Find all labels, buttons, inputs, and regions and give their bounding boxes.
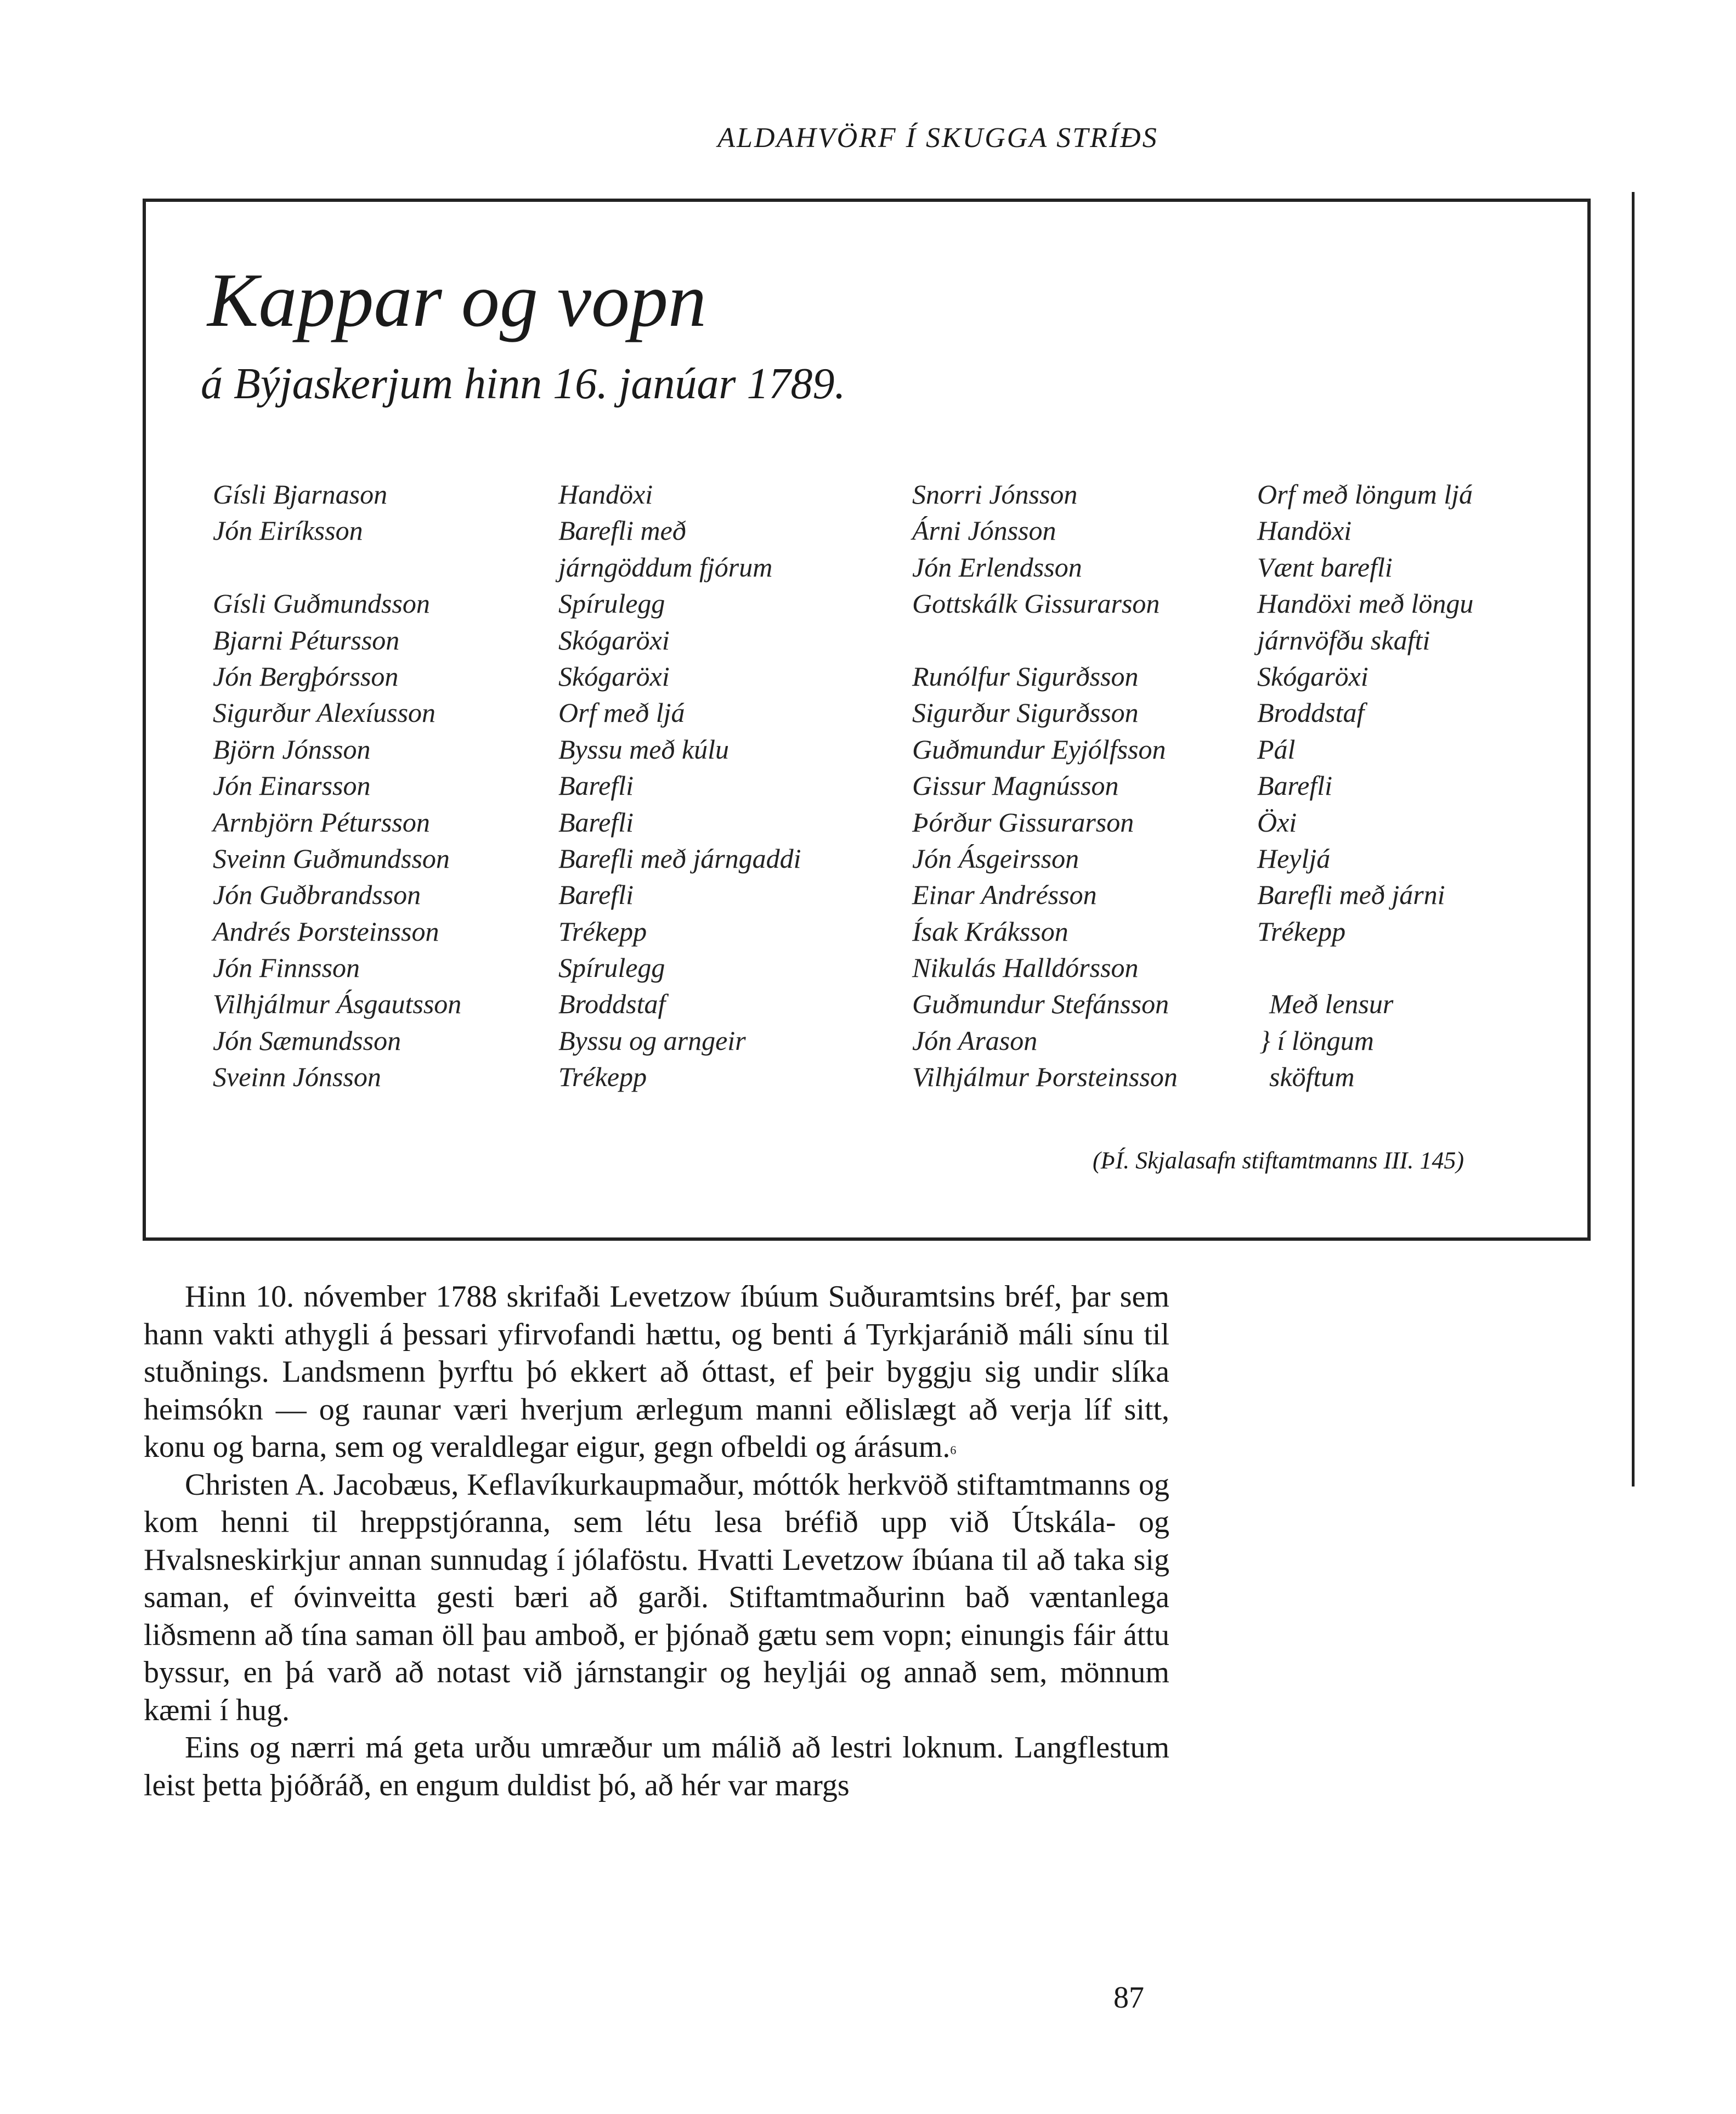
left-name-item: Jón Bergþórsson — [213, 660, 399, 692]
paragraph: Christen A. Jacobæus, Keflavíkurkaupmaður, móttók herkvöð stiftamtmanns og kom henni til hreppstjóranna, sem létu lesa bréfið upp við Útskála- og Hvalsneskirkjur annan sunnudag í jólaföstu. Hvatti Levetzow íbúana til að taka sig saman, ef óvinveitta gesti bæri að garði. Stiftamtmaðurinn bað væntanlega liðsmenn að tína saman öll þau amboð, er þjónað gætu sem vopn; einungis fáir áttu byssur, en þá varð að notast við járnstangir og heyljái og annað sem, mönnum kæmi í hug. — [144, 1467, 1169, 1727]
right-weapon-item: Handöxi með löngu — [1257, 588, 1474, 619]
sidebar-box — [143, 199, 1591, 1241]
left-names-column — [213, 476, 461, 1095]
left-name-item: Gísli Guðmundsson — [213, 588, 430, 619]
right-weapon-item: Barefli með járni — [1257, 879, 1445, 911]
right-weapon-item: járnvöfðu skafti — [1257, 624, 1430, 655]
left-name-item: Jón Sæmundsson — [213, 1025, 402, 1056]
right-weapon-item: Handöxi — [1257, 515, 1352, 546]
page-number: 87 — [1113, 1981, 1144, 2015]
paragraph: Eins og nærri má geta urðu umræður um málið að lestri loknum. Langflestum leist þetta þjóðráð, en engum duldist þó, að hér var margs — [144, 1731, 1169, 1802]
left-name-item: Sveinn Jónsson — [213, 1061, 381, 1093]
left-name-item: Jón Finnsson — [213, 952, 360, 983]
left-weapon-item: Trékepp — [558, 915, 647, 947]
right-name-item: Nikulás Halldórsson — [912, 952, 1139, 983]
left-weapon-item: Handöxi — [558, 479, 653, 510]
left-weapon-item: Spírulegg — [558, 588, 665, 619]
margin-rule — [1632, 192, 1635, 1486]
left-name-item: Bjarni Pétursson — [213, 624, 400, 655]
right-weapon-item: } í löngum — [1259, 1025, 1374, 1056]
right-names-column — [912, 476, 1178, 1095]
left-weapon-item: Barefli — [558, 770, 634, 801]
left-weapon-item: Skógaröxi — [558, 660, 670, 692]
left-weapon-item: Barefli með járngaddi — [558, 843, 801, 874]
left-weapon-item: Spírulegg — [558, 952, 665, 983]
right-name-item: Jón Erlendsson — [912, 551, 1082, 583]
right-name-item: Sigurður Sigurðsson — [912, 697, 1139, 728]
right-name-item: Jón Ásgeirsson — [912, 843, 1079, 874]
left-name-item: Arnbjörn Pétursson — [213, 806, 430, 838]
left-name-item: Jón Guðbrandsson — [213, 879, 421, 911]
right-name-item: Ísak Kráksson — [912, 915, 1068, 947]
left-weapon-item: Barefli — [558, 879, 634, 911]
left-weapon-item: járngöddum fjórum — [558, 551, 773, 583]
left-weapons-column — [558, 476, 801, 1095]
right-weapon-item: Öxi — [1257, 806, 1297, 838]
running-header: ALDAHVÖRF Í SKUGGA STRÍÐS — [717, 122, 1158, 154]
left-weapon-item: Orf með ljá — [558, 697, 685, 728]
right-name-item: Einar Andrésson — [912, 879, 1097, 911]
right-name-item: Guðmundur Stefánsson — [912, 988, 1169, 1020]
right-weapon-item — [1257, 949, 1473, 986]
right-weapon-item: Heyljá — [1257, 843, 1331, 874]
right-name-item: Gissur Magnússon — [912, 770, 1119, 801]
left-name-item: Jón Einarsson — [213, 770, 371, 801]
left-weapon-item: Skógaröxi — [558, 624, 670, 655]
box-title: Kappar og vopn — [207, 258, 706, 343]
right-weapon-item: Trékepp — [1257, 915, 1346, 947]
right-name-item: Þórður Gissurarson — [912, 806, 1134, 838]
box-subtitle: á Býjaskerjum hinn 16. janúar 1789. — [201, 360, 846, 408]
left-name-item: Jón Eiríksson — [213, 515, 363, 546]
right-weapon-item: Barefli — [1257, 770, 1333, 801]
right-name-item: Jón Arason — [912, 1025, 1038, 1056]
source-citation: (ÞÍ. Skjalasafn stiftamtmanns III. 145) — [1092, 1147, 1464, 1174]
left-name-item: Sveinn Guðmundsson — [213, 843, 450, 874]
left-weapon-item: Byssu og arngeir — [558, 1025, 746, 1056]
paragraph — [144, 1278, 1169, 1466]
right-weapon-item: Broddstaf — [1257, 697, 1365, 728]
right-weapon-item: sköftum — [1269, 1061, 1355, 1093]
left-name-item: Gísli Bjarnason — [213, 479, 388, 510]
left-weapon-item: Broddstaf — [558, 988, 666, 1020]
paragraph-text: Hinn 10. nóvember 1788 skrifaði Levetzow íbúum Suðuramtsins bréf, þar sem hann vakti athygli á þessari yfirvofandi hættu, og benti á Tyrkjaránið máli sínu til stuðnings. Landsmenn þyrftu þó ekkert að óttast, ef þeir byggju sig undir slíka heimsókn — og raunar væri hverjum ærlegum manni eðlislægt að verja líf sitt, konu og barna, sem og veraldlegar eigur, gegn ofbeldi og árásum. — [144, 1280, 1169, 1464]
left-weapon-item: Barefli — [558, 806, 634, 838]
right-name-item: Guðmundur Eyjólfsson — [912, 733, 1166, 765]
right-name-item — [912, 622, 1178, 658]
left-name-item: Vilhjálmur Ásgautsson — [213, 988, 462, 1020]
right-name-item: Snorri Jónsson — [912, 479, 1078, 510]
right-name-item: Vilhjálmur Þorsteinsson — [912, 1061, 1178, 1093]
left-name-item: Sigurður Alexíusson — [213, 697, 436, 728]
left-weapon-item: Barefli með — [558, 515, 686, 546]
right-weapon-item: Pál — [1257, 733, 1296, 765]
right-name-item: Runólfur Sigurðsson — [912, 660, 1139, 692]
right-name-item: Árni Jónsson — [912, 515, 1056, 546]
right-weapon-item: Skógaröxi — [1257, 660, 1369, 692]
left-weapon-item: Byssu með kúlu — [558, 733, 730, 765]
right-weapon-item: Vænt barefli — [1257, 551, 1393, 583]
right-weapon-item: Með lensur — [1269, 988, 1394, 1020]
footnote-ref: 6 — [950, 1443, 957, 1457]
right-weapons-column — [1257, 476, 1473, 1095]
left-weapon-item: Trékepp — [558, 1061, 647, 1093]
left-name-item: Andrés Þorsteinsson — [213, 915, 439, 947]
left-name-item: Björn Jónsson — [213, 733, 371, 765]
right-weapon-item: Orf með löngum ljá — [1257, 479, 1473, 510]
body-text — [144, 1278, 1169, 1804]
right-name-item: Gottskálk Gissurarson — [912, 588, 1160, 619]
left-name-item — [213, 549, 461, 585]
